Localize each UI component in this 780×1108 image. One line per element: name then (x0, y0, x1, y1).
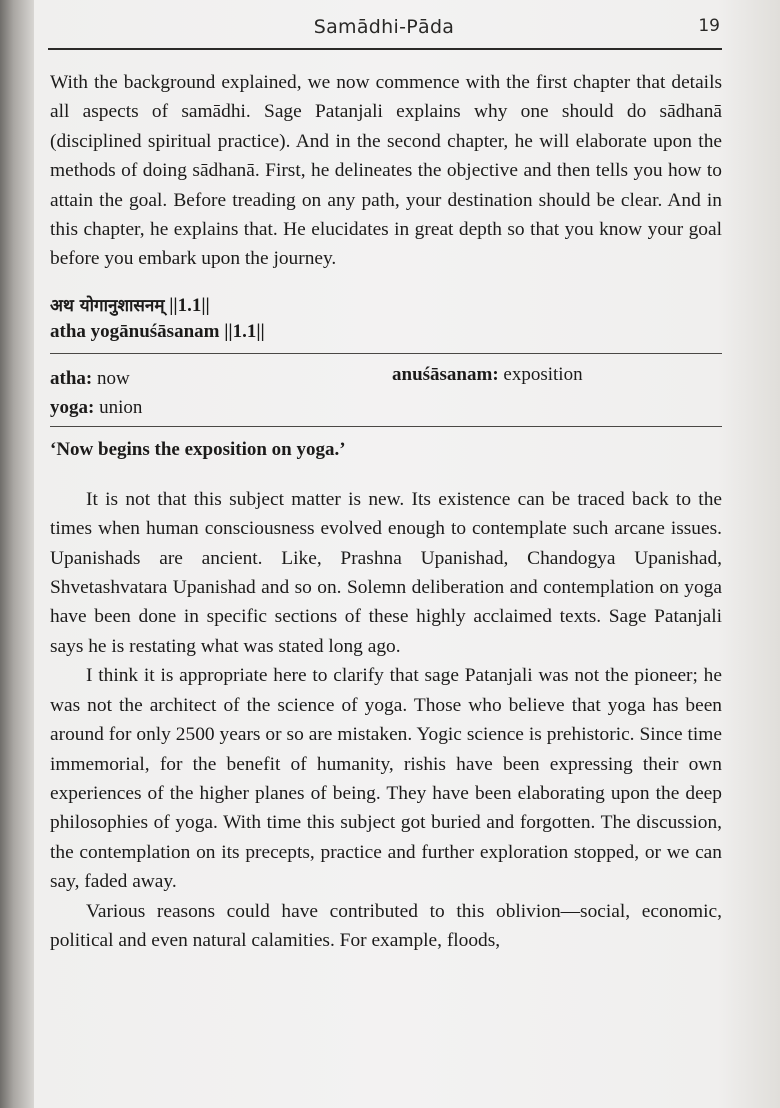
glossary-entry (50, 364, 142, 393)
body-paragraph: Various reasons could have contributed to this oblivion—social, economic, political and even natural calamities. For example, floods, (50, 900, 722, 951)
page-number: 19 (698, 16, 720, 36)
sutra-number-transliteration-line: ||1.1|| (224, 320, 265, 342)
intro-paragraph: With the background explained, we now commence with the first chapter that details all aspects of samādhi. Sage Patanjali explains why one should do sādhanā (disciplined spiritual practice). And in the second chapter, he will elaborate upon the methods of doing sādhanā. First, he delineates the objective and then tells you how to attain the goal. Before treading on any path, your destination should be clear. And in this chapter, he explains that. He elucidates in great depth so that you know your goal before you embark upon the journey. (50, 72, 722, 270)
glossary-term: anuśāsanam: (392, 363, 499, 385)
glossary-term: yoga: (50, 396, 95, 418)
sutra-devanagari: अथ योगानुशासनम् (50, 295, 165, 316)
sutra-transliteration: atha yogānuśāsanam (50, 320, 220, 342)
glossary-right-column (392, 360, 583, 389)
running-title: Samādhi-Pāda (313, 16, 455, 38)
sutra-number-devanagari-line: ||1.1|| (169, 294, 210, 316)
sutra-translation: ‘Now begins the exposition on yoga.’ (50, 438, 346, 460)
sutra-devanagari-line (50, 293, 722, 319)
glossary-meaning: exposition (503, 363, 583, 385)
running-head (48, 14, 720, 44)
word-glossary (50, 364, 722, 426)
glossary-bottom-rule (50, 426, 722, 427)
header-rule (48, 48, 722, 50)
sutra-block (50, 293, 722, 345)
glossary-term: atha: (50, 367, 93, 389)
glossary-entry (50, 393, 142, 422)
sutra-transliteration-line (50, 319, 722, 345)
page-gutter-shadow (0, 0, 34, 1108)
body-paragraph: It is not that this subject matter is new. Its existence can be traced back to the times when human consciousness evolved enough to contemplate such arcane issues. Upanishads are ancient. Like, Prashna Upanishad, Chandogya Upanishad, Shvetashvatara Upanishad and so on. Solemn deliberation and contemplation on yoga have been done in specific sections of these highly acclaimed texts. Sage Patanjali says he is restating what was stated long ago. (50, 488, 722, 657)
body-paragraph: I think it is appropriate here to clarify that sage Patanjali was not the pioneer; he was not the architect of the science of yoga. Those who believe that yoga has been around for only 2500 years or so are mistaken. Yogic science is prehistoric. Since time immemorial, for the benefit of humanity, rishis have been expressing their own experiences of the higher planes of being. They have been elaborating upon the deep philosophies of yoga. With time this subject got buried and forgotten. The discussion, the contemplation on its precepts, practice and further exploration stopped, or we can say, faded away. (50, 665, 722, 893)
page-body (50, 68, 722, 955)
glossary-entry (392, 360, 583, 389)
glossary-meaning: now (96, 367, 130, 389)
glossary-left-column (50, 364, 142, 422)
glossary-meaning: union (99, 396, 143, 418)
glossary-top-rule (50, 353, 722, 354)
